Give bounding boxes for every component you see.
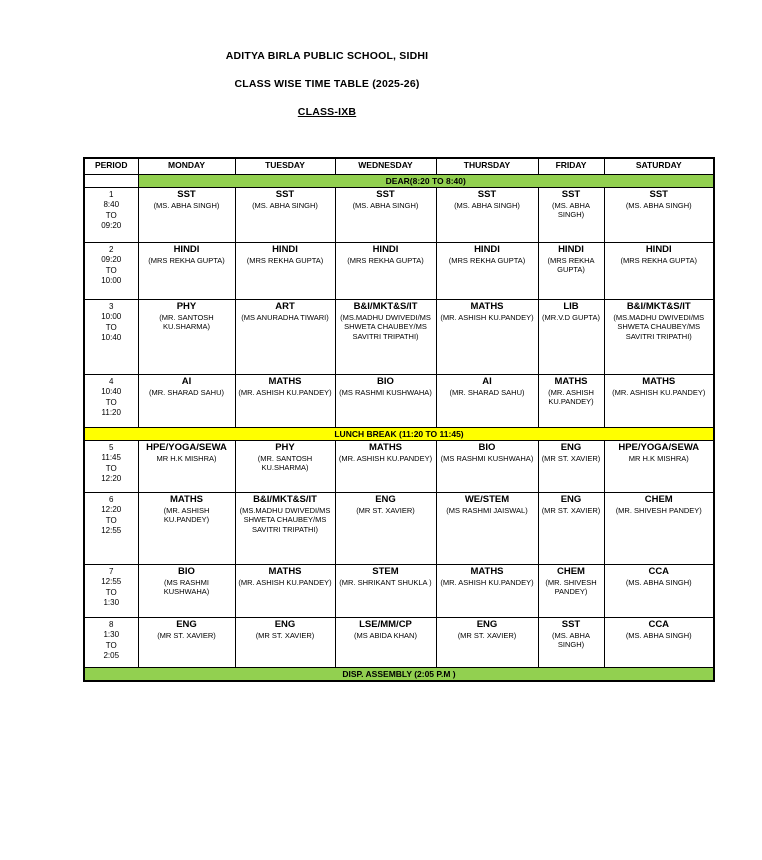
teacher-name: (MR. ASHISH KU.PANDEY) (548, 387, 594, 407)
period-cell (84, 493, 138, 565)
subject-cell (604, 300, 714, 375)
school-title: ADITYA BIRLA PUBLIC SCHOOL, SIDHI (225, 50, 429, 62)
column-header-saturday: SATURDAY (604, 158, 714, 175)
subject-cell (436, 300, 538, 375)
period-cell-line: 8:40 (103, 200, 120, 210)
teacher-name: (MR. ASHISH KU.PANDEY) (440, 312, 534, 322)
subject-name: ENG (176, 619, 197, 630)
teacher-name: (MS. ABHA SINGH) (625, 630, 692, 640)
teacher-name: MR H.K MISHRA) (628, 453, 689, 463)
column-header-period: PERIOD (84, 158, 138, 175)
subject-name: BIO (178, 566, 195, 577)
subject-cell (538, 300, 604, 375)
subject-cell (138, 493, 235, 565)
subject-cell (335, 441, 436, 493)
period-cell-line: 09:20 (101, 221, 122, 231)
teacher-name: (MS. ABHA SINGH) (552, 200, 590, 220)
period-empty-cell (84, 175, 138, 188)
subject-name: PHY (176, 301, 197, 312)
period-cell-line: 5 (109, 443, 114, 452)
teacher-name: (MS. ABHA SINGH) (625, 577, 692, 587)
period-cell-line: 7 (109, 567, 114, 576)
period-cell-line: 10:00 (101, 276, 122, 286)
teacher-name: (MS ANURADHA TIWARI) (241, 312, 329, 322)
teacher-name: (MR. ASHISH KU.PANDEY) (238, 577, 332, 587)
subject-name: ENG (560, 442, 582, 453)
subject-cell (538, 243, 604, 300)
subject-cell (335, 565, 436, 618)
period-cell-line: TO (105, 265, 117, 275)
subject-cell (138, 243, 235, 300)
teacher-name: (MR ST. XAVIER) (356, 505, 415, 515)
column-header-thursday: THURSDAY (436, 158, 538, 175)
period-cell (84, 441, 138, 493)
teacher-name: (MS. ABHA SINGH) (625, 200, 692, 210)
subject-cell (436, 618, 538, 668)
period-cell-line: 12:20 (101, 505, 122, 515)
subject-name: HPE/YOGA/SEWA (618, 442, 700, 453)
subject-cell (138, 375, 235, 428)
timetable-row (84, 441, 714, 493)
subject-name: SST (376, 189, 395, 200)
period-cell-line: 4 (109, 377, 114, 386)
period-cell-line: 1:30 (103, 630, 120, 640)
teacher-name: (MS. ABHA SINGH) (352, 200, 419, 210)
subject-cell (138, 188, 235, 243)
header-row (84, 158, 714, 175)
teacher-name: (MR. SHIVESH PANDEY) (545, 577, 597, 597)
subject-name: BIO (377, 376, 394, 387)
subject-name: MATHS (554, 376, 588, 387)
subject-cell (335, 300, 436, 375)
timetable-row (84, 188, 714, 243)
subject-name: ART (275, 301, 295, 312)
subject-name: HPE/YOGA/SEWA (146, 442, 227, 453)
subject-cell (436, 188, 538, 243)
teacher-name: MR H.K MISHRA) (156, 453, 217, 463)
subject-cell (538, 188, 604, 243)
timetable-row (84, 493, 714, 565)
teacher-name: (MS.MADHU DWIVEDI/MS SHWETA CHAUBEY/MS SAVITRI TRIPATHI) (340, 312, 431, 341)
subject-name: B&I/MKT&S/IT (626, 301, 691, 312)
subject-name: ENG (375, 494, 396, 505)
subject-name: PHY (275, 442, 295, 453)
timetable-row (84, 300, 714, 375)
teacher-name: (MS.MADHU DWIVEDI/MS SHWETA CHAUBEY/MS SAVITRI TRIPATHI) (239, 505, 331, 534)
teacher-name: (MS. ABHA SINGH) (252, 200, 318, 210)
subject-cell (335, 375, 436, 428)
subject-cell (604, 375, 714, 428)
teacher-name: (MRS REKHA GUPTA) (547, 255, 595, 275)
teacher-name: (MR ST. XAVIER) (541, 505, 601, 515)
period-cell-line: TO (105, 397, 117, 407)
subject-cell (235, 243, 335, 300)
teacher-name: (MR ST. XAVIER) (157, 630, 216, 640)
teacher-name: (MS. ABHA SINGH) (552, 630, 590, 650)
column-header-wednesday: WEDNESDAY (335, 158, 436, 175)
period-cell-line: 2:05 (103, 651, 120, 661)
period-cell-line: 10:40 (101, 387, 122, 397)
teacher-name: (MR. SHARAD SAHU) (449, 387, 525, 397)
subject-name: MATHS (268, 566, 302, 577)
teacher-name: (MR. SHARAD SAHU) (148, 387, 224, 397)
assembly-banner: DISP. ASSEMBLY (2:05 P.M ) (84, 668, 714, 682)
subject-cell (604, 565, 714, 618)
subject-name: BIO (478, 442, 496, 453)
dear-banner: DEAR(8:20 TO 8:40) (138, 175, 714, 188)
timetable-row (84, 565, 714, 618)
teacher-name: (MR. SHIVESH PANDEY) (615, 505, 702, 515)
teacher-name: (MRS REKHA GUPTA) (148, 255, 225, 265)
teacher-name: (MS RASHMI KUSHWAHA) (163, 577, 210, 597)
subject-cell (604, 618, 714, 668)
period-cell (84, 188, 138, 243)
period-cell (84, 565, 138, 618)
class-label: CLASS-IXB (297, 106, 357, 118)
subject-cell (604, 243, 714, 300)
subject-cell (235, 441, 335, 493)
timetable (83, 157, 715, 682)
teacher-name: (MR. ASHISH KU.PANDEY) (338, 453, 433, 463)
teacher-name: (MRS REKHA GUPTA) (448, 255, 526, 265)
subject-name: MATHS (470, 301, 504, 312)
subject-cell (138, 618, 235, 668)
subject-cell (436, 493, 538, 565)
subject-cell (235, 618, 335, 668)
teacher-name: (MR ST. XAVIER) (457, 630, 517, 640)
subject-cell (604, 188, 714, 243)
period-cell-line: 10:00 (101, 312, 122, 322)
period-cell-line: TO (105, 640, 117, 650)
period-cell-line: 12:20 (101, 474, 122, 484)
subject-cell (235, 565, 335, 618)
subject-name: CHEM (557, 566, 585, 577)
period-cell-line: 11:45 (101, 453, 121, 463)
teacher-name: (MS RASHMI KUSHWAHA) (440, 453, 534, 463)
subject-name: SST (561, 189, 581, 200)
timetable-header (84, 158, 714, 175)
subject-name: MATHS (368, 442, 403, 453)
teacher-name: (MR. ASHISH KU.PANDEY) (612, 387, 706, 397)
assembly-banner-row (84, 668, 714, 682)
subject-name: HINDI (558, 244, 584, 255)
subject-name: ENG (476, 619, 498, 630)
subject-cell (538, 618, 604, 668)
subject-cell (538, 565, 604, 618)
period-cell (84, 300, 138, 375)
subject-name: HINDI (645, 244, 672, 255)
subject-name: MATHS (642, 376, 676, 387)
timetable-row (84, 618, 714, 668)
period-cell-line: 2 (109, 245, 114, 254)
teacher-name: (MS RASHMI JAISWAL) (446, 505, 528, 515)
column-header-friday: FRIDAY (538, 158, 604, 175)
subject-name: SST (561, 619, 581, 630)
teacher-name: (MS. ABHA SINGH) (153, 200, 220, 210)
subject-name: STEM (372, 566, 399, 577)
period-cell (84, 618, 138, 668)
subject-name: CHEM (644, 494, 673, 505)
subject-cell (235, 188, 335, 243)
column-header-monday: MONDAY (138, 158, 235, 175)
teacher-name: (MR. ASHISH KU.PANDEY) (440, 577, 534, 587)
period-cell-line: 09:20 (101, 255, 122, 265)
teacher-name: (MS RASHMI KUSHWAHA) (339, 387, 432, 397)
subject-name: HINDI (173, 244, 200, 255)
period-cell-line: 3 (109, 302, 114, 311)
teacher-name: (MR. SANTOSH KU.SHARMA) (257, 453, 313, 473)
subject-name: AI (482, 376, 492, 387)
period-cell-line: TO (105, 515, 117, 525)
subject-cell (335, 243, 436, 300)
period-cell-line: TO (105, 210, 117, 220)
subject-name: LIB (563, 301, 579, 312)
period-cell-line: TO (105, 587, 117, 597)
subject-cell (538, 375, 604, 428)
subject-name: B&I/MKT&S/IT (253, 494, 317, 505)
timetable-body (84, 175, 714, 682)
subject-name: ENG (274, 619, 296, 630)
subject-cell (335, 618, 436, 668)
subject-cell (138, 565, 235, 618)
lunch-banner-row (84, 428, 714, 441)
subject-cell (436, 441, 538, 493)
subject-name: LSE/MM/CP (359, 619, 412, 630)
teacher-name: (MR. SANTOSH KU.SHARMA) (159, 312, 214, 332)
subject-name: SST (649, 189, 668, 200)
subject-name: ENG (560, 494, 582, 505)
subject-name: HINDI (474, 244, 500, 255)
column-header-tuesday: TUESDAY (235, 158, 335, 175)
subject-name: SST (177, 189, 196, 200)
subject-cell (538, 441, 604, 493)
subject-cell (138, 441, 235, 493)
teacher-name: (MRS REKHA GUPTA) (246, 255, 324, 265)
subject-cell (436, 375, 538, 428)
period-cell-line: 8 (109, 620, 114, 629)
timetable-row (84, 243, 714, 300)
timetable-row (84, 375, 714, 428)
subject-name: AI (181, 376, 192, 387)
teacher-name: (MRS REKHA GUPTA) (620, 255, 698, 265)
subject-cell (138, 300, 235, 375)
period-cell-line: 11:20 (101, 408, 121, 418)
teacher-name: (MRS REKHA GUPTA) (347, 255, 424, 265)
period-cell-line: 6 (109, 495, 114, 504)
teacher-name: (MR. ASHISH KU.PANDEY) (163, 505, 210, 525)
subject-cell (235, 300, 335, 375)
dear-banner-row (84, 175, 714, 188)
subject-name: MATHS (470, 566, 504, 577)
teacher-name: (MS. ABHA SINGH) (454, 200, 520, 210)
subject-name: MATHS (268, 376, 302, 387)
subject-name: SST (275, 189, 295, 200)
subject-name: WE/STEM (464, 494, 510, 505)
period-cell-line: 12:55 (101, 577, 122, 587)
teacher-name: (MR. ASHISH KU.PANDEY) (238, 387, 332, 397)
subject-cell (436, 565, 538, 618)
subject-cell (235, 375, 335, 428)
period-cell-line: 10:40 (101, 333, 122, 343)
period-cell-line: 1 (109, 190, 114, 199)
period-cell (84, 243, 138, 300)
subject-name: HINDI (272, 244, 298, 255)
subject-name: CCA (648, 566, 670, 577)
lunch-banner: LUNCH BREAK (11:20 TO 11:45) (84, 428, 714, 441)
period-cell (84, 375, 138, 428)
teacher-name: (MR.V.D GUPTA) (542, 312, 600, 322)
teacher-name: (MR. SHRIKANT SHUKLA ) (339, 577, 432, 587)
teacher-name: (MS.MADHU DWIVEDI/MS SHWETA CHAUBEY/MS SAVITRI TRIPATHI) (613, 312, 705, 341)
subject-cell (235, 493, 335, 565)
period-cell-line: TO (105, 322, 117, 332)
period-cell-line: TO (105, 463, 117, 473)
subject-cell (436, 243, 538, 300)
period-cell-line: 1:30 (103, 598, 120, 608)
subject-cell (335, 188, 436, 243)
teacher-name: (MS ABIDA KHAN) (354, 630, 417, 640)
teacher-name: (MR ST. XAVIER) (541, 453, 601, 463)
subject-cell (604, 441, 714, 493)
teacher-name: (MR ST. XAVIER) (255, 630, 315, 640)
period-cell-line: 12:55 (101, 526, 122, 536)
subject-cell (335, 493, 436, 565)
subject-name: CCA (648, 619, 670, 630)
subject-name: HINDI (372, 244, 399, 255)
subject-name: B&I/MKT&S/IT (353, 301, 418, 312)
subject-name: MATHS (169, 494, 204, 505)
subject-cell (604, 493, 714, 565)
document-title: CLASS WISE TIME TABLE (2025-26) (234, 78, 420, 90)
subject-cell (538, 493, 604, 565)
subject-name: SST (477, 189, 497, 200)
